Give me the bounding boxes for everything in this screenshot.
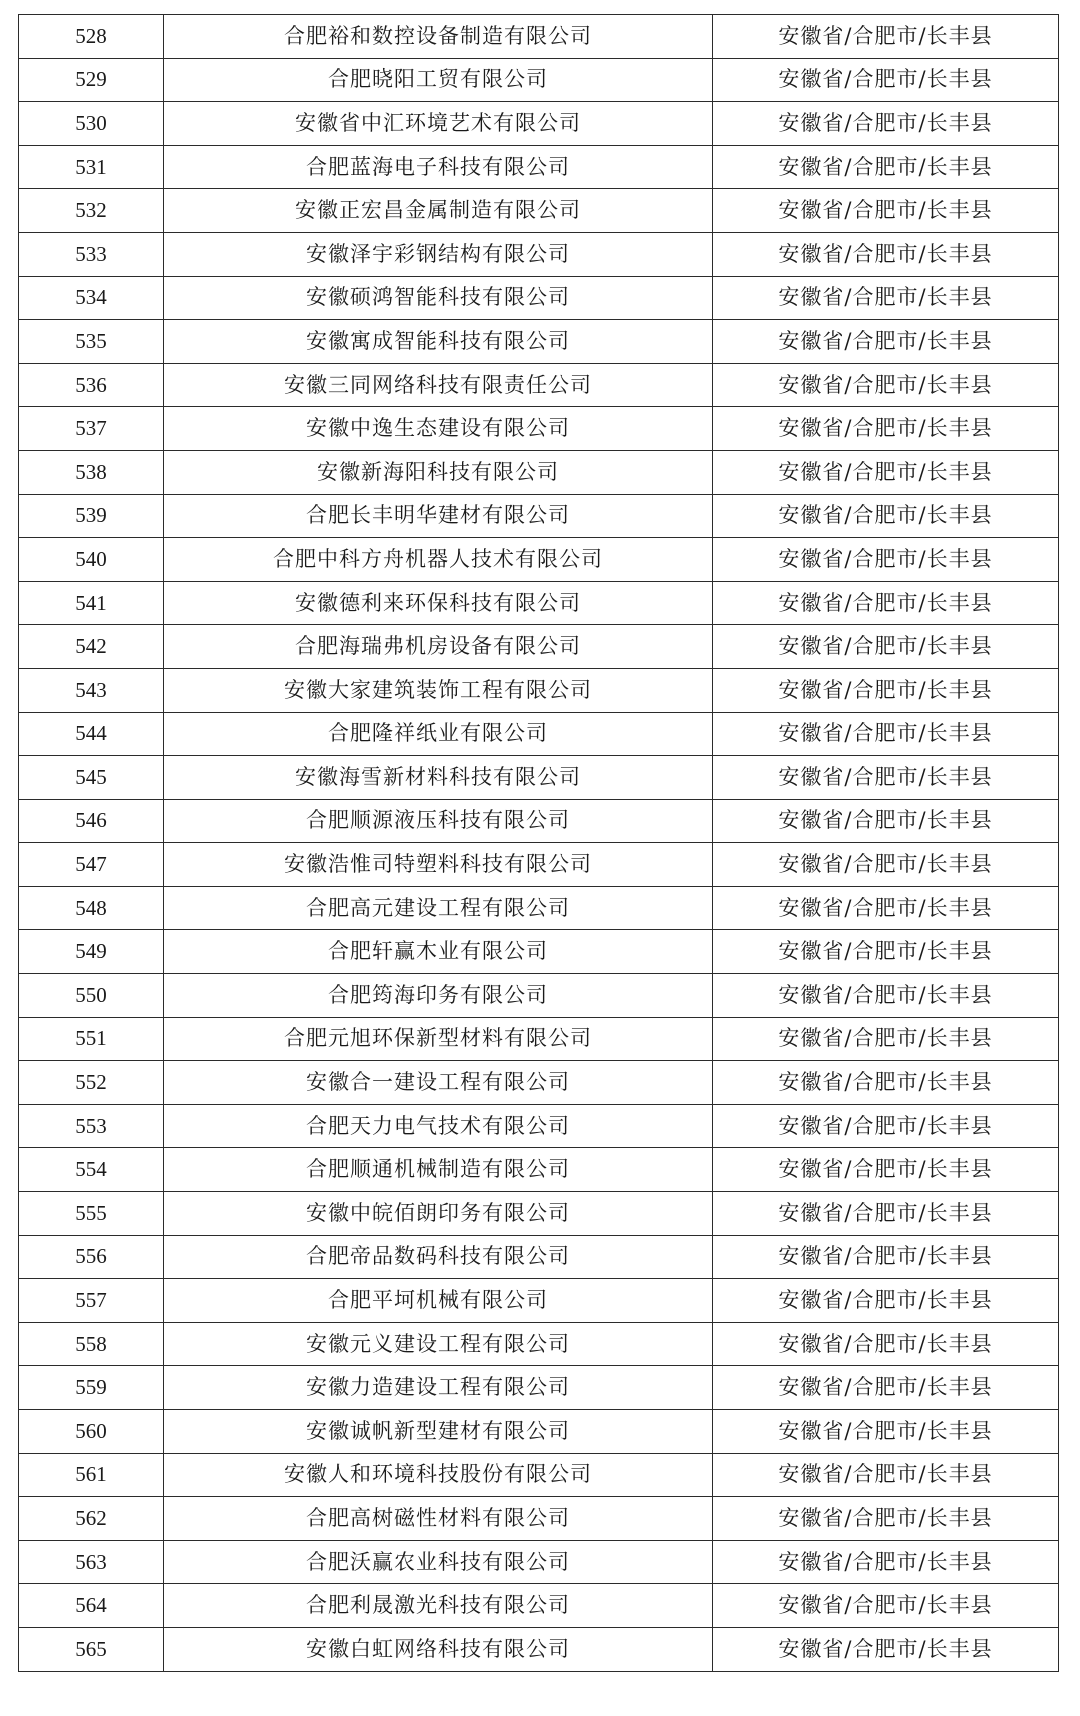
row-number-cell: 560: [19, 1410, 164, 1454]
table-row: [19, 843, 1059, 887]
row-number-cell: 529: [19, 58, 164, 102]
company-name-cell: 合肥晓阳工贸有限公司: [164, 58, 713, 102]
company-name-cell: 安徽中逸生态建设有限公司: [164, 407, 713, 451]
table-row: [19, 407, 1059, 451]
row-number-cell: 538: [19, 450, 164, 494]
company-name-cell: 安徽元义建设工程有限公司: [164, 1322, 713, 1366]
region-cell: 安徽省/合肥市/长丰县: [713, 625, 1059, 669]
region-cell: 安徽省/合肥市/长丰县: [713, 974, 1059, 1018]
row-number-cell: 531: [19, 145, 164, 189]
region-cell: 安徽省/合肥市/长丰县: [713, 1584, 1059, 1628]
row-number-cell: 558: [19, 1322, 164, 1366]
company-name-cell: 合肥高树磁性材料有限公司: [164, 1497, 713, 1541]
table-row: [19, 668, 1059, 712]
row-number-cell: 549: [19, 930, 164, 974]
row-number-cell: 533: [19, 232, 164, 276]
region-cell: 安徽省/合肥市/长丰县: [713, 450, 1059, 494]
table-row: [19, 1540, 1059, 1584]
company-name-cell: 合肥高元建设工程有限公司: [164, 886, 713, 930]
row-number-cell: 546: [19, 799, 164, 843]
company-name-cell: 合肥顺通机械制造有限公司: [164, 1148, 713, 1192]
row-number-cell: 532: [19, 189, 164, 233]
region-cell: 安徽省/合肥市/长丰县: [713, 494, 1059, 538]
company-name-cell: 合肥隆祥纸业有限公司: [164, 712, 713, 756]
region-cell: 安徽省/合肥市/长丰县: [713, 407, 1059, 451]
table-row: [19, 145, 1059, 189]
company-name-cell: 合肥顺源液压科技有限公司: [164, 799, 713, 843]
region-cell: 安徽省/合肥市/长丰县: [713, 581, 1059, 625]
region-cell: 安徽省/合肥市/长丰县: [713, 1017, 1059, 1061]
row-number-cell: 543: [19, 668, 164, 712]
table-row: [19, 974, 1059, 1018]
table-row: [19, 886, 1059, 930]
row-number-cell: 550: [19, 974, 164, 1018]
row-number-cell: 557: [19, 1279, 164, 1323]
region-cell: 安徽省/合肥市/长丰县: [713, 1104, 1059, 1148]
row-number-cell: 540: [19, 538, 164, 582]
table-row: [19, 1148, 1059, 1192]
company-name-cell: 安徽诚帆新型建材有限公司: [164, 1410, 713, 1454]
region-cell: 安徽省/合肥市/长丰县: [713, 1366, 1059, 1410]
row-number-cell: 556: [19, 1235, 164, 1279]
company-name-cell: 安徽合一建设工程有限公司: [164, 1061, 713, 1105]
region-cell: 安徽省/合肥市/长丰县: [713, 1540, 1059, 1584]
region-cell: 安徽省/合肥市/长丰县: [713, 1410, 1059, 1454]
table-row: [19, 1453, 1059, 1497]
row-number-cell: 536: [19, 363, 164, 407]
row-number-cell: 544: [19, 712, 164, 756]
region-cell: 安徽省/合肥市/长丰县: [713, 756, 1059, 800]
row-number-cell: 545: [19, 756, 164, 800]
region-cell: 安徽省/合肥市/长丰县: [713, 320, 1059, 364]
region-cell: 安徽省/合肥市/长丰县: [713, 799, 1059, 843]
region-cell: 安徽省/合肥市/长丰县: [713, 1322, 1059, 1366]
table-row: [19, 1322, 1059, 1366]
table-row: [19, 799, 1059, 843]
table-row: [19, 1017, 1059, 1061]
region-cell: 安徽省/合肥市/长丰县: [713, 1192, 1059, 1236]
region-cell: 安徽省/合肥市/长丰县: [713, 102, 1059, 146]
company-name-cell: 安徽人和环境科技股份有限公司: [164, 1453, 713, 1497]
table-row: [19, 1584, 1059, 1628]
table-row: [19, 1366, 1059, 1410]
region-cell: 安徽省/合肥市/长丰县: [713, 189, 1059, 233]
company-name-cell: 安徽大家建筑装饰工程有限公司: [164, 668, 713, 712]
row-number-cell: 559: [19, 1366, 164, 1410]
region-cell: 安徽省/合肥市/长丰县: [713, 232, 1059, 276]
row-number-cell: 535: [19, 320, 164, 364]
row-number-cell: 564: [19, 1584, 164, 1628]
row-number-cell: 537: [19, 407, 164, 451]
company-name-cell: 合肥元旭环保新型材料有限公司: [164, 1017, 713, 1061]
region-cell: 安徽省/合肥市/长丰县: [713, 1497, 1059, 1541]
company-name-cell: 安徽三同网络科技有限责任公司: [164, 363, 713, 407]
row-number-cell: 562: [19, 1497, 164, 1541]
table-row: [19, 1627, 1059, 1671]
company-name-cell: 安徽白虹网络科技有限公司: [164, 1627, 713, 1671]
row-number-cell: 542: [19, 625, 164, 669]
company-name-cell: 合肥海瑞弗机房设备有限公司: [164, 625, 713, 669]
row-number-cell: 551: [19, 1017, 164, 1061]
row-number-cell: 552: [19, 1061, 164, 1105]
company-table: [18, 14, 1059, 1672]
company-name-cell: 合肥中科方舟机器人技术有限公司: [164, 538, 713, 582]
row-number-cell: 565: [19, 1627, 164, 1671]
region-cell: 安徽省/合肥市/长丰县: [713, 538, 1059, 582]
company-name-cell: 合肥沃赢农业科技有限公司: [164, 1540, 713, 1584]
table-row: [19, 494, 1059, 538]
company-name-cell: 合肥帝品数码科技有限公司: [164, 1235, 713, 1279]
table-row: [19, 1410, 1059, 1454]
table-row: [19, 363, 1059, 407]
region-cell: 安徽省/合肥市/长丰县: [713, 1453, 1059, 1497]
region-cell: 安徽省/合肥市/长丰县: [713, 1061, 1059, 1105]
company-name-cell: 安徽新海阳科技有限公司: [164, 450, 713, 494]
table-row: [19, 756, 1059, 800]
region-cell: 安徽省/合肥市/长丰县: [713, 58, 1059, 102]
company-list-sheet: [18, 14, 1058, 1672]
company-name-cell: 安徽寓成智能科技有限公司: [164, 320, 713, 364]
region-cell: 安徽省/合肥市/长丰县: [713, 1627, 1059, 1671]
row-number-cell: 563: [19, 1540, 164, 1584]
company-name-cell: 合肥天力电气技术有限公司: [164, 1104, 713, 1148]
table-row: [19, 1104, 1059, 1148]
region-cell: 安徽省/合肥市/长丰县: [713, 1279, 1059, 1323]
company-table-body: [19, 15, 1059, 1672]
region-cell: 安徽省/合肥市/长丰县: [713, 1148, 1059, 1192]
company-name-cell: 合肥利晟激光科技有限公司: [164, 1584, 713, 1628]
row-number-cell: 553: [19, 1104, 164, 1148]
region-cell: 安徽省/合肥市/长丰县: [713, 712, 1059, 756]
company-name-cell: 合肥轩赢木业有限公司: [164, 930, 713, 974]
company-name-cell: 安徽中皖佰朗印务有限公司: [164, 1192, 713, 1236]
company-name-cell: 安徽泽宇彩钢结构有限公司: [164, 232, 713, 276]
region-cell: 安徽省/合肥市/长丰县: [713, 363, 1059, 407]
company-name-cell: 安徽德利来环保科技有限公司: [164, 581, 713, 625]
company-name-cell: 安徽海雪新材料科技有限公司: [164, 756, 713, 800]
region-cell: 安徽省/合肥市/长丰县: [713, 276, 1059, 320]
table-row: [19, 581, 1059, 625]
table-row: [19, 1192, 1059, 1236]
table-row: [19, 930, 1059, 974]
region-cell: 安徽省/合肥市/长丰县: [713, 886, 1059, 930]
region-cell: 安徽省/合肥市/长丰县: [713, 668, 1059, 712]
company-name-cell: 合肥裕和数控设备制造有限公司: [164, 15, 713, 59]
table-row: [19, 320, 1059, 364]
table-row: [19, 538, 1059, 582]
table-row: [19, 102, 1059, 146]
table-row: [19, 276, 1059, 320]
row-number-cell: 534: [19, 276, 164, 320]
table-row: [19, 15, 1059, 59]
row-number-cell: 555: [19, 1192, 164, 1236]
table-row: [19, 625, 1059, 669]
region-cell: 安徽省/合肥市/长丰县: [713, 843, 1059, 887]
region-cell: 安徽省/合肥市/长丰县: [713, 145, 1059, 189]
region-cell: 安徽省/合肥市/长丰县: [713, 1235, 1059, 1279]
company-name-cell: 合肥筠海印务有限公司: [164, 974, 713, 1018]
company-name-cell: 合肥平坷机械有限公司: [164, 1279, 713, 1323]
company-name-cell: 安徽省中汇环境艺术有限公司: [164, 102, 713, 146]
table-row: [19, 1497, 1059, 1541]
row-number-cell: 528: [19, 15, 164, 59]
company-name-cell: 安徽浩惟司特塑料科技有限公司: [164, 843, 713, 887]
region-cell: 安徽省/合肥市/长丰县: [713, 930, 1059, 974]
row-number-cell: 548: [19, 886, 164, 930]
company-name-cell: 安徽力造建设工程有限公司: [164, 1366, 713, 1410]
table-row: [19, 450, 1059, 494]
company-name-cell: 合肥长丰明华建材有限公司: [164, 494, 713, 538]
table-row: [19, 1235, 1059, 1279]
region-cell: 安徽省/合肥市/长丰县: [713, 15, 1059, 59]
table-row: [19, 712, 1059, 756]
table-row: [19, 58, 1059, 102]
company-name-cell: 安徽硕鸿智能科技有限公司: [164, 276, 713, 320]
table-row: [19, 189, 1059, 233]
company-name-cell: 合肥蓝海电子科技有限公司: [164, 145, 713, 189]
row-number-cell: 530: [19, 102, 164, 146]
company-name-cell: 安徽正宏昌金属制造有限公司: [164, 189, 713, 233]
table-row: [19, 232, 1059, 276]
row-number-cell: 539: [19, 494, 164, 538]
table-row: [19, 1279, 1059, 1323]
row-number-cell: 554: [19, 1148, 164, 1192]
row-number-cell: 547: [19, 843, 164, 887]
table-row: [19, 1061, 1059, 1105]
row-number-cell: 541: [19, 581, 164, 625]
row-number-cell: 561: [19, 1453, 164, 1497]
